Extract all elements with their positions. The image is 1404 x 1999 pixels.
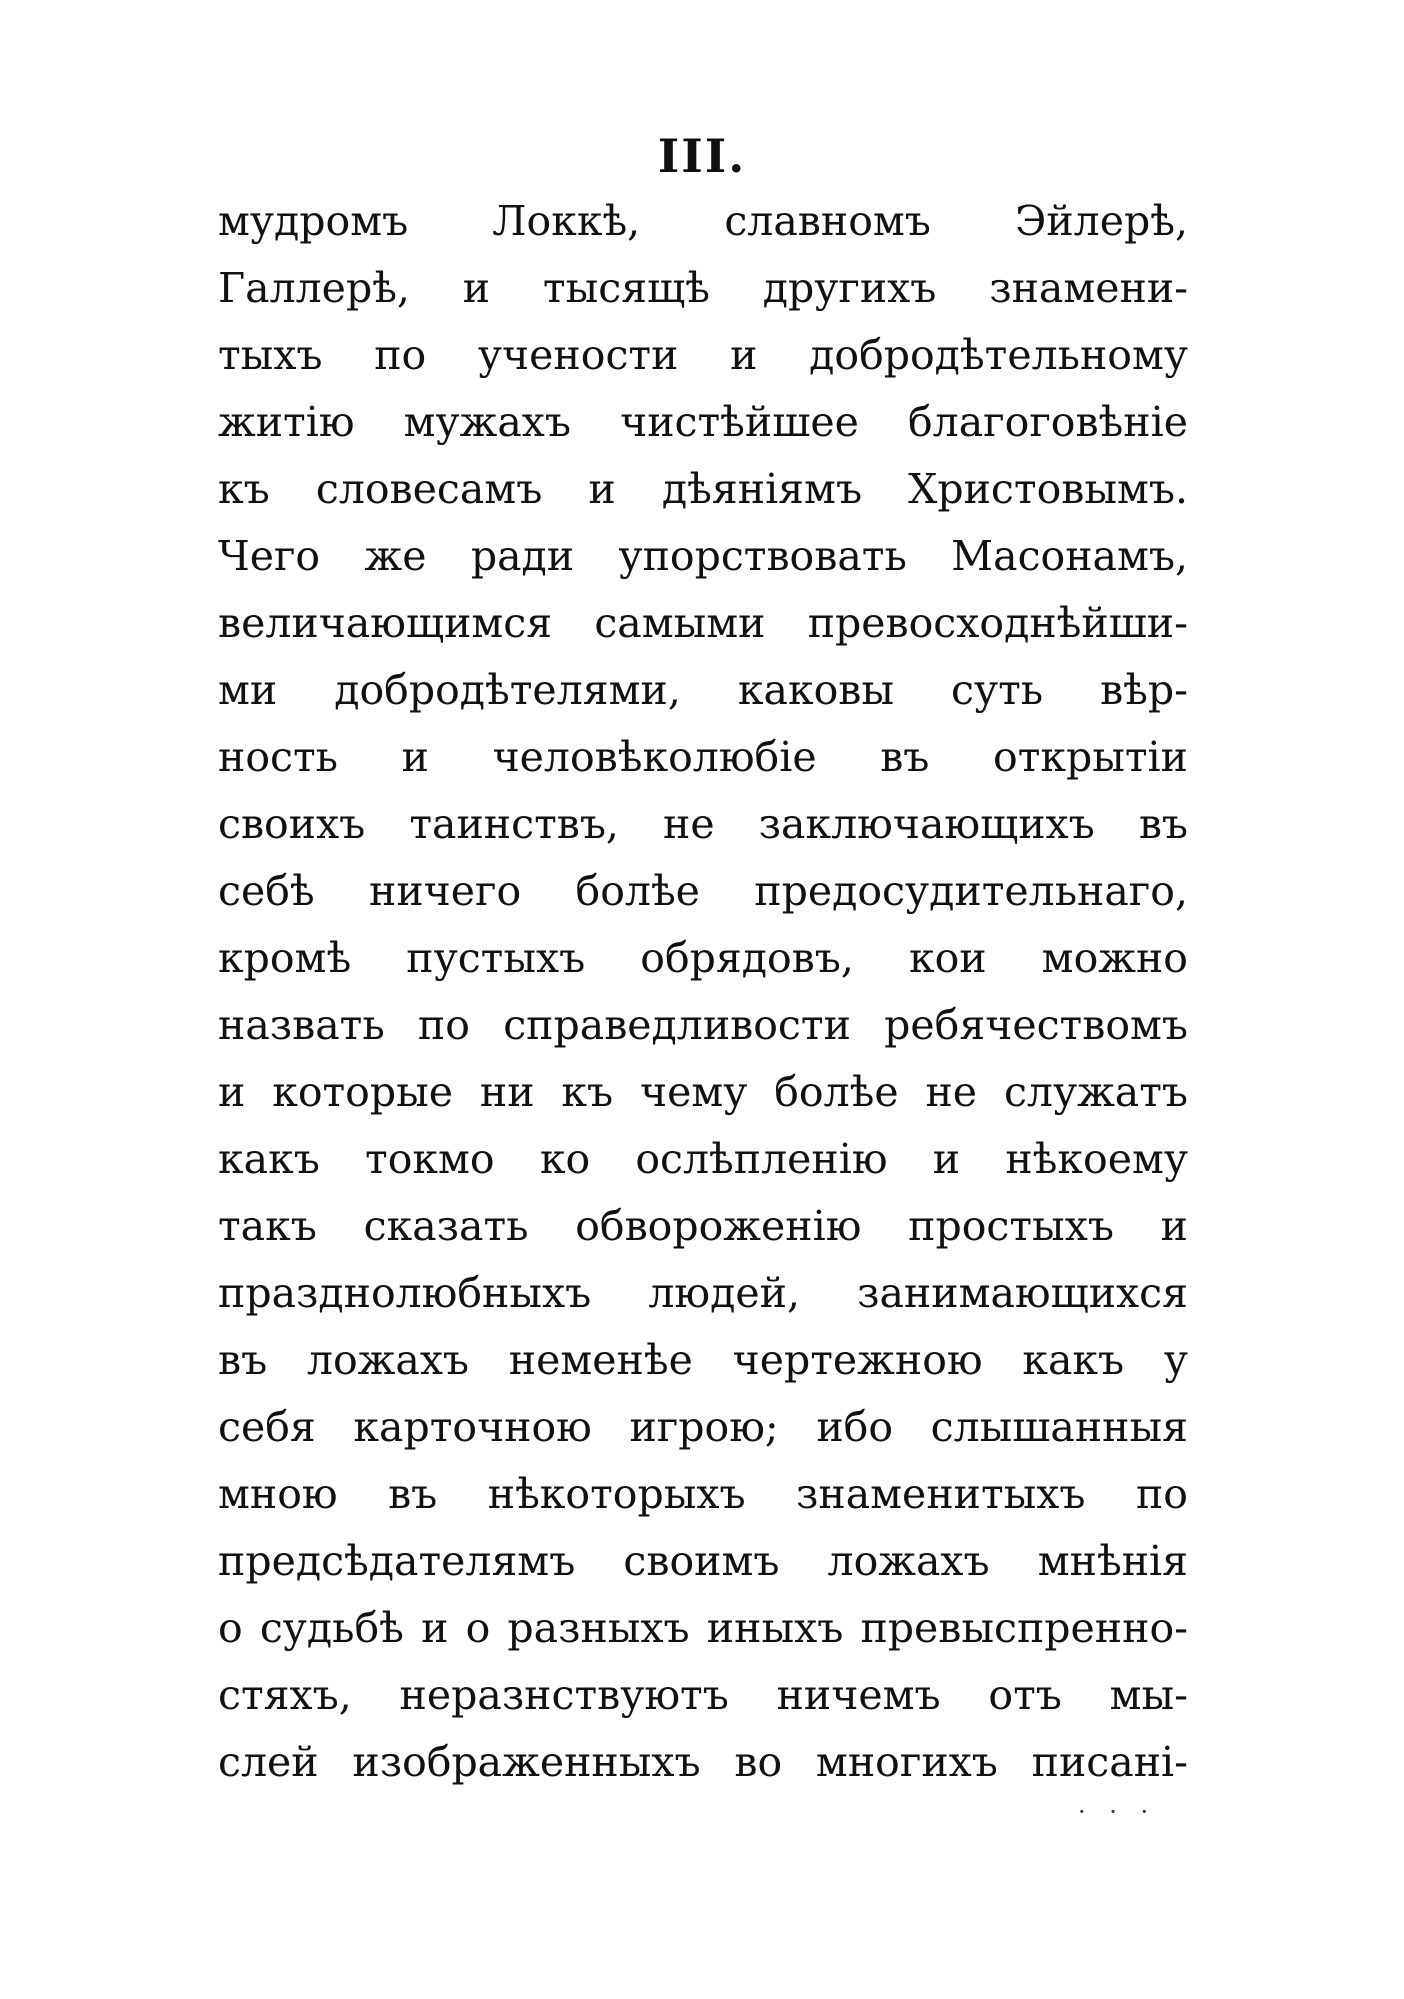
text-line: мудромъ Локкѣ, славномъ Эйлерѣ, (218, 197, 1188, 245)
text-line: Галлерѣ, и тысящѣ другихъ знамени- (218, 264, 1188, 312)
page-number: III. (657, 129, 747, 183)
text-line: назвать по справедливости ребячествомъ (218, 1001, 1188, 1049)
text-line: житiю мужахъ чистѣйшее благоговѣнiе (218, 398, 1188, 446)
text-line: и которые ни къ чему болѣе не служатъ (218, 1068, 1188, 1116)
text-line: величающимся самыми превосходнѣйши- (218, 599, 1188, 647)
text-line: своихъ таинствъ, не заключающихъ въ (218, 800, 1188, 848)
text-line: такъ сказать обвороженiю простыхъ и (218, 1202, 1188, 1250)
text-line: ность и человѣколюбiе въ открытiи (218, 733, 1188, 781)
text-line: себя карточною игрою; ибо слышанныя (218, 1403, 1188, 1451)
text-line: какъ токмо ко ослѣпленiю и нѣкоему (218, 1135, 1188, 1183)
text-line: о судьбѣ и о разныхъ иныхъ превыспренно- (218, 1604, 1188, 1652)
text-line: празднолюбныхъ людей, занимающихся (218, 1269, 1188, 1317)
body-text (218, 188, 1188, 1796)
text-line: себѣ ничего болѣе предосудительнаго, (218, 867, 1188, 915)
text-line: тыхъ по учености и добродѣтельному (218, 331, 1188, 379)
footer-marks: · · · (1078, 1798, 1157, 1826)
text-line: кромѣ пустыхъ обрядовъ, кои можно (218, 934, 1188, 982)
text-line: стяхъ, неразнствуютъ ничемъ отъ мы- (218, 1671, 1188, 1719)
text-line: предсѣдателямъ своимъ ложахъ мнѣнiя (218, 1537, 1188, 1585)
text-line: Чего же ради упорствовать Масонамъ, (218, 532, 1188, 580)
text-line: ми добродѣтелями, каковы суть вѣр- (218, 666, 1188, 714)
text-line: мною въ нѣкоторыхъ знаменитыхъ по (218, 1470, 1188, 1518)
text-line: къ словесамъ и дѣянiямъ Христовымъ. (218, 465, 1188, 513)
text-line: въ ложахъ неменѣе чертежною какъ у (218, 1336, 1188, 1384)
text-line: слей изображенныхъ во многихъ писанi- (218, 1738, 1188, 1786)
